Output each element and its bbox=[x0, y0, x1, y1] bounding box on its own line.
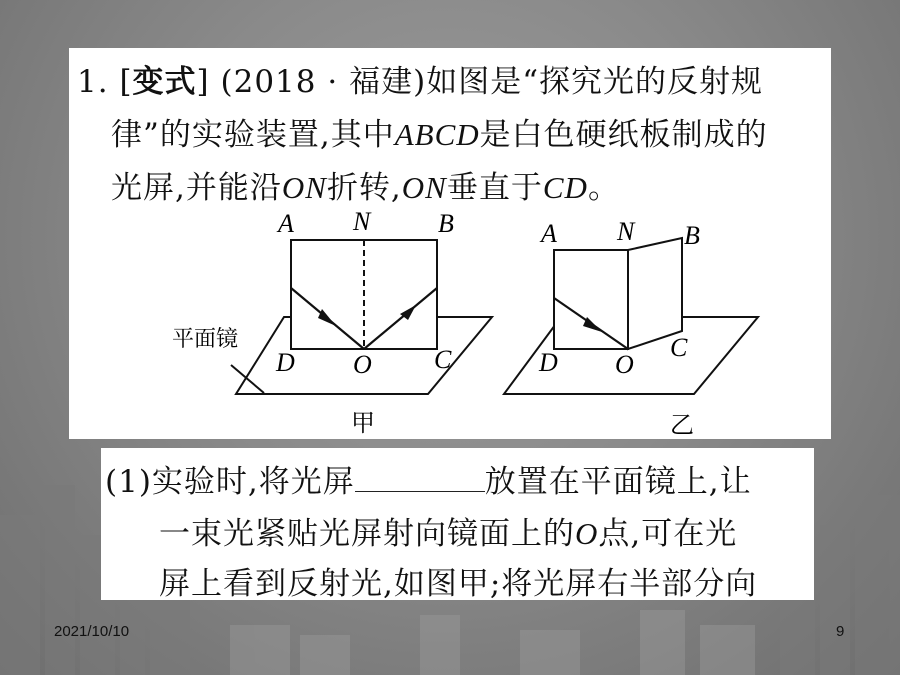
question-card bbox=[101, 448, 814, 600]
answer-blank[interactable] bbox=[355, 467, 485, 492]
caption-yi: 乙 bbox=[670, 413, 694, 438]
footer-page-number: 9 bbox=[836, 623, 845, 640]
problem-line-1: 1. [变式] (2018 · 福建)如图是“探究光的反射规 bbox=[77, 64, 764, 100]
screen-left-half bbox=[554, 250, 628, 349]
label-N: N bbox=[353, 208, 371, 236]
problem-line-3: 光屏,并能沿ON折转,ON垂直于CD。 bbox=[111, 170, 620, 206]
question-line-3: 屏上看到反射光,如图甲;将光屏右半部分向 bbox=[159, 566, 758, 602]
question-line-1: (1)实验时,将光屏 放置在平面镜上,让 bbox=[105, 464, 752, 500]
label-B: B bbox=[438, 209, 454, 238]
label-D: D bbox=[276, 348, 295, 377]
label-O: O bbox=[615, 350, 634, 379]
problem-card bbox=[69, 48, 831, 439]
label-O: O bbox=[353, 350, 372, 379]
label-C: C bbox=[434, 345, 452, 374]
label-A: A bbox=[541, 219, 557, 248]
label-N: N bbox=[617, 217, 635, 246]
caption-jia: 甲 bbox=[351, 411, 375, 437]
question-line-2: 一束光紧贴光屏射向镜面上的O点,可在光 bbox=[159, 516, 738, 552]
figure-jia bbox=[164, 208, 504, 438]
figure-yi bbox=[494, 208, 814, 438]
footer-date: 2021/10/10 bbox=[54, 623, 130, 640]
label-A: A bbox=[278, 209, 294, 238]
label-D: D bbox=[539, 348, 558, 377]
variant-tag: 变式 bbox=[132, 64, 197, 100]
problem-line-2: 律”的实验装置,其中ABCD是白色硬纸板制成的 bbox=[111, 117, 768, 153]
question-number: (1) bbox=[105, 464, 152, 500]
label-C: C bbox=[670, 333, 688, 362]
label-B: B bbox=[684, 221, 700, 250]
mirror-label: 平面镜 bbox=[172, 326, 239, 351]
